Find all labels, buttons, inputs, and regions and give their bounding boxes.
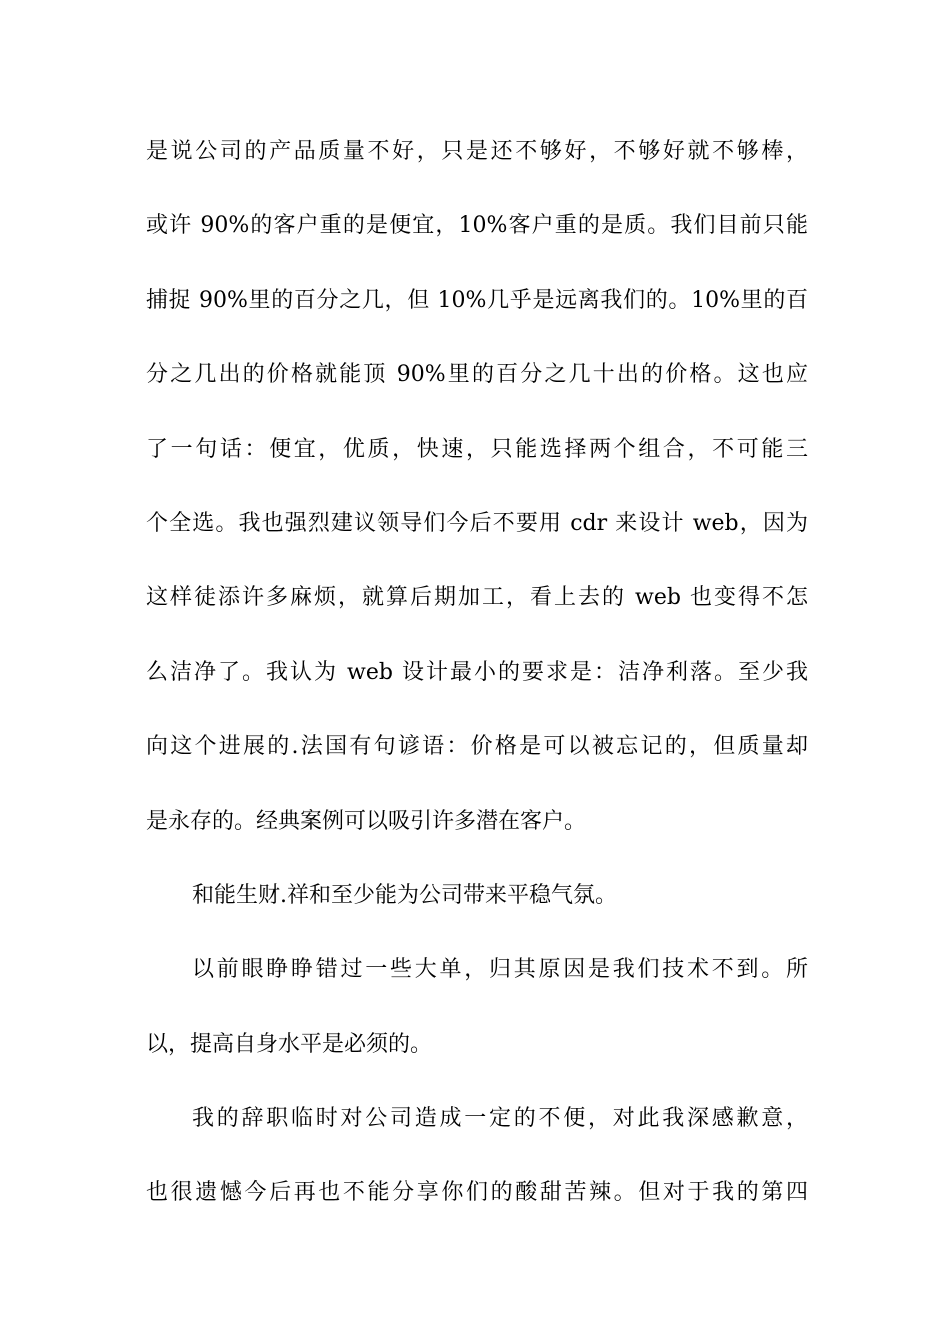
text-line: 和能生财.祥和至少能为公司带来平稳气氛。 xyxy=(192,882,617,908)
text-line: 以，提高自身水平是必须的。 xyxy=(146,1031,433,1057)
document-body xyxy=(146,128,808,1244)
text-line: 是永存的。经典案例可以吸引许多潜在客户。 xyxy=(146,808,587,834)
text-line: 分之几出的价格就能顶 90%里的百分之几十出的价格。这也应 xyxy=(146,362,808,388)
text-line: 也很遗憾今后再也不能分享你们的酸甜苦辣。但对于我的第四 xyxy=(146,1180,808,1206)
text-line: 是说公司的产品质量不好，只是还不够好，不够好就不够棒， xyxy=(146,139,808,164)
text-line: 么洁净了。我认为 web 设计最小的要求是：洁净利落。至少我 xyxy=(146,659,808,685)
text-line: 向这个进展的.法国有句谚语：价格是可以被忘记的，但质量却 xyxy=(146,734,808,760)
text-line: 或许 90%的客户重的是便宜，10%客户重的是质。我们目前只能 xyxy=(146,213,808,239)
text-line: 了一句话：便宜，优质，快速，只能选择两个组合，不可能三 xyxy=(146,436,808,462)
text-line: 个全选。我也强烈建议领导们今后不要用 cdr 来设计 web，因为 xyxy=(146,510,808,536)
text-line: 以前眼睁睁错过一些大单，归其原因是我们技术不到。所 xyxy=(192,957,808,983)
text-line: 捕捉 90%里的百分之几，但 10%几乎是远离我们的。10%里的百 xyxy=(146,287,808,313)
text-line: 这样徒添许多麻烦，就算后期加工，看上去的 web 也变得不怎 xyxy=(146,585,808,611)
text-line: 我的辞职临时对公司造成一定的不便，对此我深感歉意， xyxy=(192,1106,808,1132)
